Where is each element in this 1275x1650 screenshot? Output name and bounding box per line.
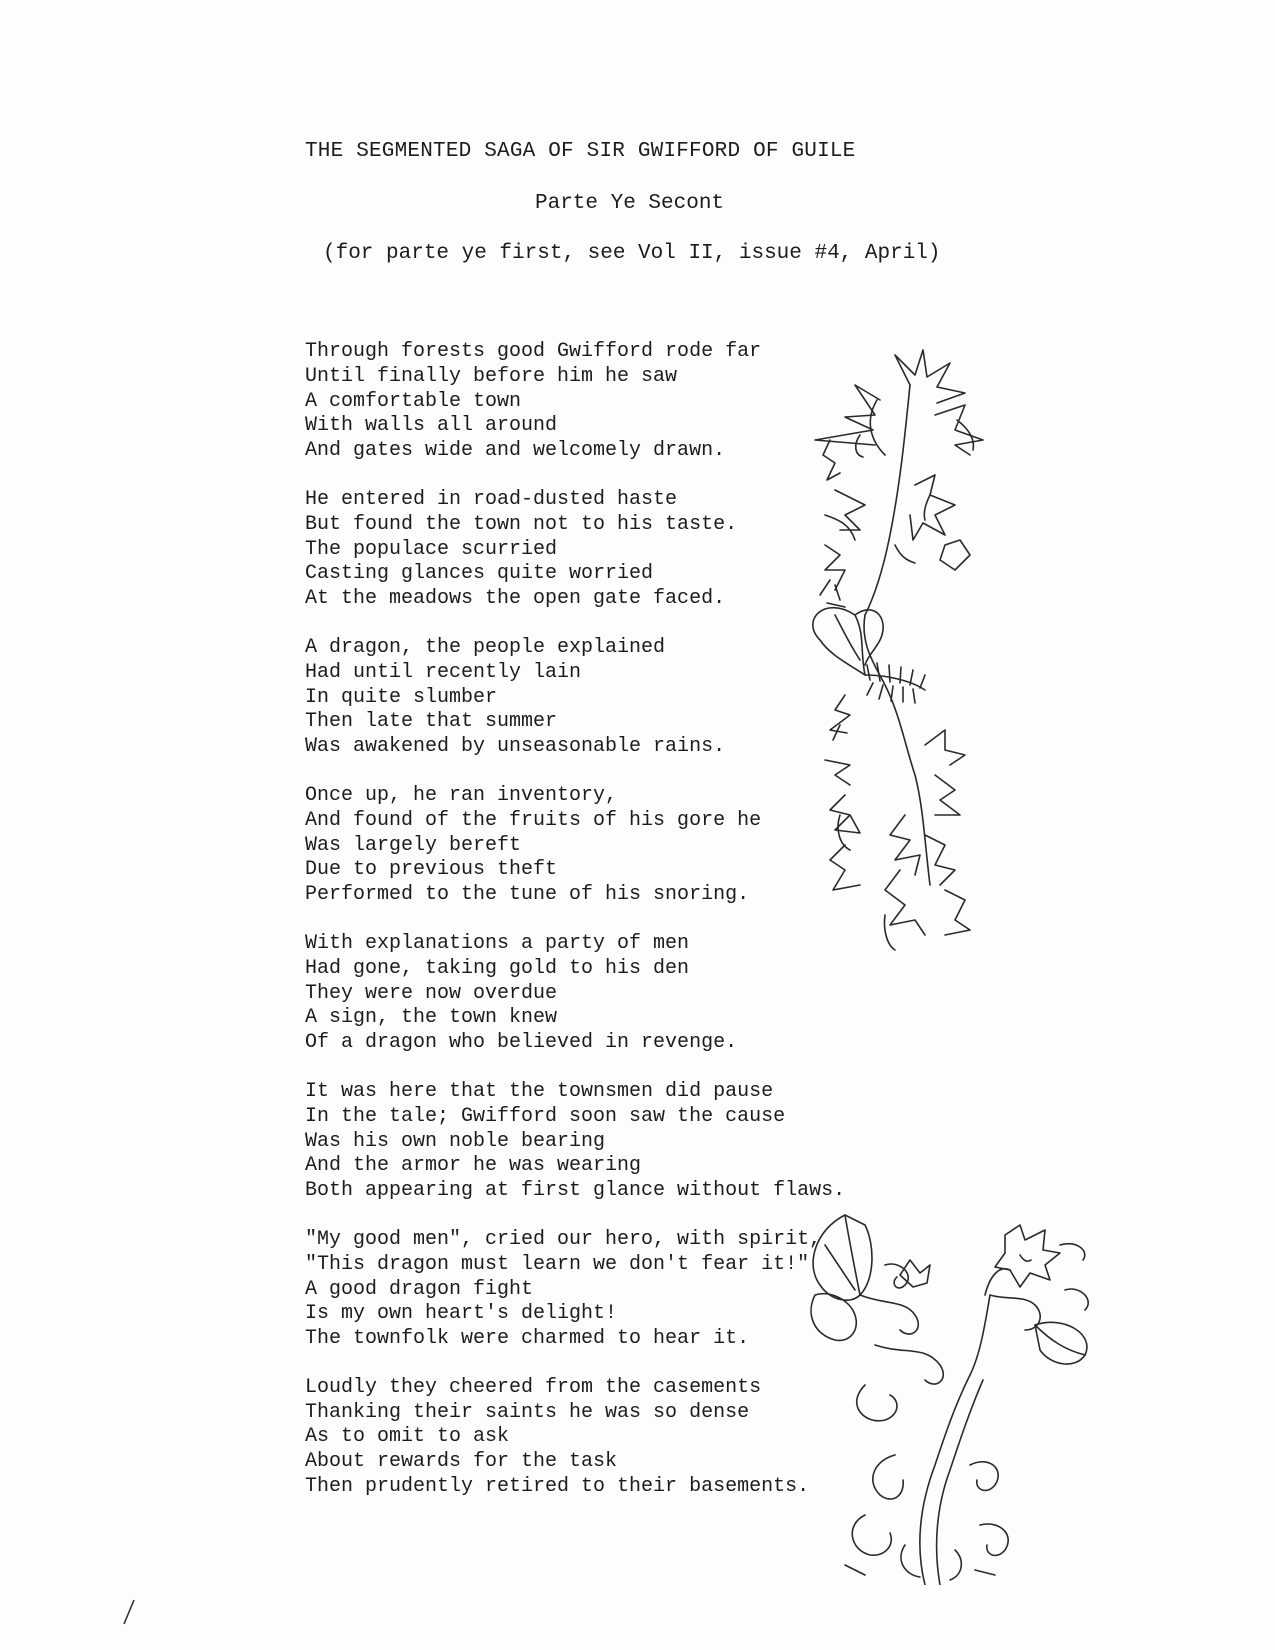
poem-line: Once up, he ran inventory, bbox=[305, 783, 618, 807]
stanza bbox=[305, 932, 865, 1056]
poem-line: About rewards for the task bbox=[305, 1450, 618, 1474]
poem-line: Then prudently retired to their basements. bbox=[305, 1475, 810, 1499]
document-subtitle: Parte Ye Secont bbox=[535, 192, 725, 215]
poem-line: They were now overdue bbox=[305, 981, 558, 1005]
upper-vine-illustration bbox=[805, 345, 1025, 965]
poem-line: "This dragon must learn we don't fear it!" bbox=[305, 1252, 810, 1276]
poem-line: With explanations a party of men bbox=[305, 931, 690, 955]
poem-line: It was here that the townsmen did pause bbox=[305, 1079, 774, 1103]
stanza bbox=[305, 636, 865, 760]
poem-line: Both appearing at first glance without flaws. bbox=[305, 1179, 846, 1203]
poem-line: Loudly they cheered from the casements bbox=[305, 1375, 762, 1399]
poem-line: In quite slumber bbox=[305, 685, 498, 709]
stanza bbox=[305, 340, 865, 464]
stanza bbox=[305, 784, 865, 908]
poem-line: Had until recently lain bbox=[305, 660, 582, 684]
poem-line: The populace scurried bbox=[305, 537, 558, 561]
poem-line: Casting glances quite worried bbox=[305, 562, 654, 586]
poem-line: Of a dragon who believed in revenge. bbox=[305, 1031, 738, 1055]
poem-line: Was awakened by unseasonable rains. bbox=[305, 735, 726, 759]
poem-line: He entered in road-dusted haste bbox=[305, 487, 678, 511]
poem-line: And found of the fruits of his gore he bbox=[305, 808, 762, 832]
poem-line: Due to previous theft bbox=[305, 858, 558, 882]
upper-vine-drawing bbox=[805, 345, 1025, 965]
poem-line: As to omit to ask bbox=[305, 1425, 510, 1449]
stanza bbox=[305, 1080, 865, 1204]
poem-line: And the armor he was wearing bbox=[305, 1154, 642, 1178]
lower-vine-drawing bbox=[805, 1205, 1105, 1585]
stanza bbox=[305, 488, 865, 612]
poem-line: "My good men", cried our hero, with spirit, bbox=[305, 1227, 822, 1251]
poem-line: A comfortable town bbox=[305, 389, 522, 413]
lower-vine-illustration bbox=[805, 1205, 1105, 1585]
poem-line: At the meadows the open gate faced. bbox=[305, 587, 726, 611]
poem-line: A sign, the town knew bbox=[305, 1006, 558, 1030]
stanza bbox=[305, 1228, 865, 1352]
poem-line: Thanking their saints he was so dense bbox=[305, 1400, 750, 1424]
poem bbox=[305, 340, 865, 1524]
poem-line: And gates wide and welcomely drawn. bbox=[305, 439, 726, 463]
poem-line: Until finally before him he saw bbox=[305, 364, 678, 388]
document-note: (for parte ye first, see Vol II, issue #4, April) bbox=[323, 242, 941, 265]
poem-line: The townfolk were charmed to hear it. bbox=[305, 1327, 750, 1351]
poem-line: A dragon, the people explained bbox=[305, 635, 666, 659]
poem-line: In the tale; Gwifford soon saw the cause bbox=[305, 1104, 786, 1128]
stanza bbox=[305, 1376, 865, 1500]
poem-line: Was largely bereft bbox=[305, 833, 522, 857]
pencil-mark bbox=[120, 1598, 140, 1633]
poem-line: Performed to the tune of his snoring. bbox=[305, 883, 750, 907]
poem-line: Was his own noble bearing bbox=[305, 1129, 606, 1153]
poem-line: Then late that summer bbox=[305, 710, 558, 734]
poem-line: A good dragon fight bbox=[305, 1277, 534, 1301]
poem-line: Is my own heart's delight! bbox=[305, 1302, 618, 1326]
poem-line: Had gone, taking gold to his den bbox=[305, 956, 690, 980]
poem-line: With walls all around bbox=[305, 414, 558, 438]
document-title: THE SEGMENTED SAGA OF SIR GWIFFORD OF GUILE bbox=[305, 140, 856, 163]
poem-line: But found the town not to his taste. bbox=[305, 512, 738, 536]
pencil-stroke-icon bbox=[120, 1598, 140, 1628]
poem-line: Through forests good Gwifford rode far bbox=[305, 340, 762, 363]
